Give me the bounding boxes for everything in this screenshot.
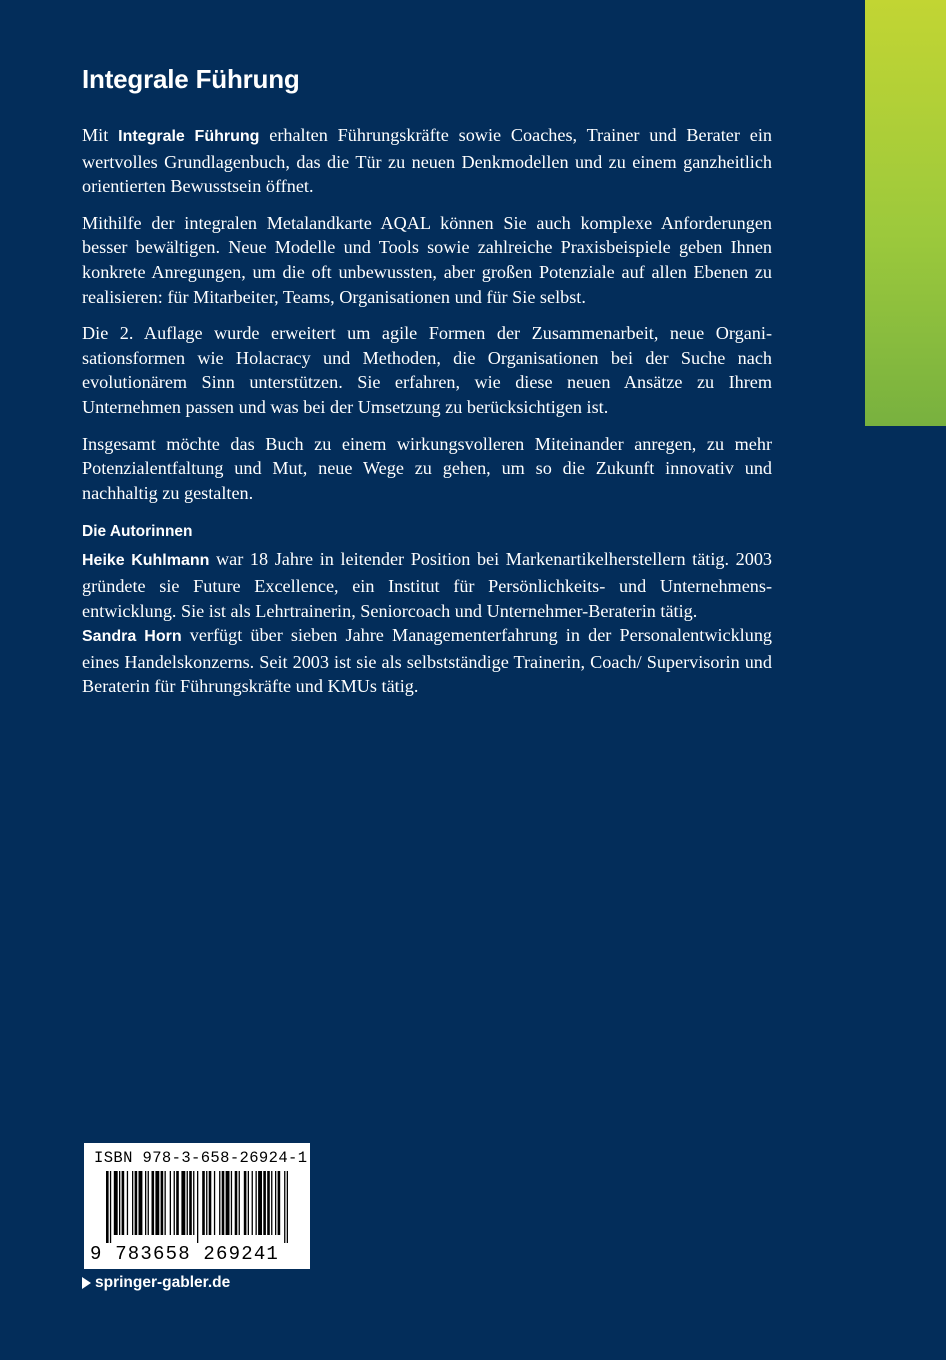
authors-heading: Die Autorinnen — [82, 523, 193, 541]
barcode-bar — [114, 1171, 118, 1235]
barcode-bar — [287, 1171, 288, 1243]
website-url: springer-gabler.de — [95, 1274, 231, 1291]
barcode-bar — [139, 1171, 143, 1235]
author-text-horn: verfügt über sieben Jahre Managementerfahrung in der Personalentwicklung eines Handelskonzerns. Seit 2003 ist sie als selbstständige Trainerin, Coach/ Supervisorin und Beraterin für Führungskräfte und KMUs tätig. — [82, 625, 773, 697]
barcode-bar — [214, 1171, 215, 1235]
barcode-bar — [271, 1171, 272, 1235]
intro-after: erhalten Führungskräfte sowie Coaches, Trainer und Berater ein wertvolles Grundlagenbuch, das die Tür zu neuen Denkmodellen und zu einem ganzheitlich orientierten Bewusstsein öffnet. — [82, 125, 772, 197]
barcode-bar — [239, 1171, 240, 1235]
barcode-bar — [155, 1171, 159, 1235]
barcode-bar — [152, 1171, 155, 1235]
barcode-bar — [187, 1171, 188, 1235]
barcode-bar — [231, 1171, 232, 1235]
author-bio-horn — [82, 623, 772, 699]
back-cover-text — [82, 64, 772, 699]
barcode-bar — [176, 1171, 179, 1235]
barcode-bars — [84, 1171, 310, 1243]
paragraph-aqal: Mithilfe der integralen Metalandkarte AQAL können Sie auch komplexe Anforderungen besser bewältigen. Neue Modelle und Tools sowie zahlreiche Praxisbeispiele geben Ihnen konkrete Anregungen, um die oft unbewussten, aber großen Potenziale auf allen Ebenen zu realisieren: für Mitarbeiter, Teams, Organisationen und für Sie selbst. — [82, 212, 772, 307]
barcode-bar — [206, 1171, 207, 1235]
barcode-bar — [219, 1171, 220, 1235]
barcode-bar — [202, 1171, 205, 1235]
paragraph-second-edition: Die 2. Auflage wurde erweitert um agile Formen der Zusammenarbeit, neue Organisationsformen wie Holacracy und Methoden, die Organisationen bei der Suche nach evolutionärem Sinn unterstützen. Sie erfahren, wie diese neuen Ansätze zu Ihrem Unternehmen passen und was bei der Umsetzung zu berücksichtigen ist. — [82, 323, 772, 417]
website-link[interactable] — [82, 1274, 230, 1292]
barcode-bar — [267, 1171, 270, 1235]
barcode-bar — [258, 1171, 262, 1235]
barcode-bar — [119, 1171, 120, 1235]
author-name-kuhlmann: Heike Kuhlmann — [82, 552, 210, 570]
barcode-bar — [189, 1171, 192, 1235]
barcode-bar — [222, 1171, 225, 1235]
barcode-bar — [209, 1171, 212, 1235]
arrow-right-icon — [82, 1277, 91, 1289]
barcode-bar — [278, 1171, 281, 1235]
intro-before: Mit — [82, 125, 119, 145]
barcode-bar — [170, 1171, 171, 1235]
barcode-bar — [110, 1171, 111, 1243]
barcode-bar — [106, 1171, 109, 1243]
barcode-bar — [181, 1171, 185, 1235]
intro-bold-title: Integrale Führung — [118, 128, 260, 145]
isbn-number: ISBN 978-3-658-26924-1 — [94, 1149, 308, 1167]
barcode-bar — [263, 1171, 266, 1235]
green-accent-tab — [865, 0, 946, 426]
barcode-bar — [127, 1171, 128, 1235]
barcode-bar — [148, 1171, 149, 1235]
author-name-horn: Sandra Horn — [82, 628, 182, 646]
barcode-bar — [122, 1171, 125, 1235]
book-title: Integrale Führung — [82, 64, 300, 94]
intro-paragraph — [82, 123, 772, 199]
ean-digits: 9 783658 269241 — [90, 1243, 280, 1265]
paragraph-summary: Insgesamt möchte das Buch zu einem wirkungsvolleren Miteinander anregen, zu mehr Potenzialentfaltung und Mut, neue Wege zu gehen, um so die Zukunft innovativ und nachhaltig zu gestalten. — [82, 433, 772, 503]
barcode-bar — [244, 1171, 247, 1235]
barcode-bar — [145, 1171, 146, 1235]
author-bio-kuhlmann — [82, 547, 772, 623]
barcode-bar — [248, 1171, 249, 1235]
barcode-bar — [165, 1171, 166, 1235]
barcode-bar — [252, 1171, 253, 1235]
barcode-bar — [235, 1171, 238, 1235]
author-text-kuhlmann: war 18 Jahre in leitender Position bei Markenartikelherstellern tätig. 2003 gründete sie Future Excellence, ein Institut für Persönlichkeits- und Unternehmensentwicklung. Sie ist als Lehrtrainerin, Seniorcoach und Unternehmer-Beraterin tätig. — [82, 549, 773, 621]
barcode-bar — [193, 1171, 194, 1235]
barcode-bar — [284, 1171, 285, 1243]
barcode-bar — [132, 1171, 133, 1235]
barcode-bar — [174, 1171, 175, 1235]
barcode-bar — [226, 1171, 230, 1235]
barcode-bar — [197, 1171, 198, 1243]
barcode-bar — [256, 1171, 257, 1235]
barcode-bar — [135, 1171, 138, 1235]
barcode-bar — [275, 1171, 276, 1235]
isbn-barcode — [84, 1143, 310, 1269]
barcode-bar — [161, 1171, 164, 1235]
